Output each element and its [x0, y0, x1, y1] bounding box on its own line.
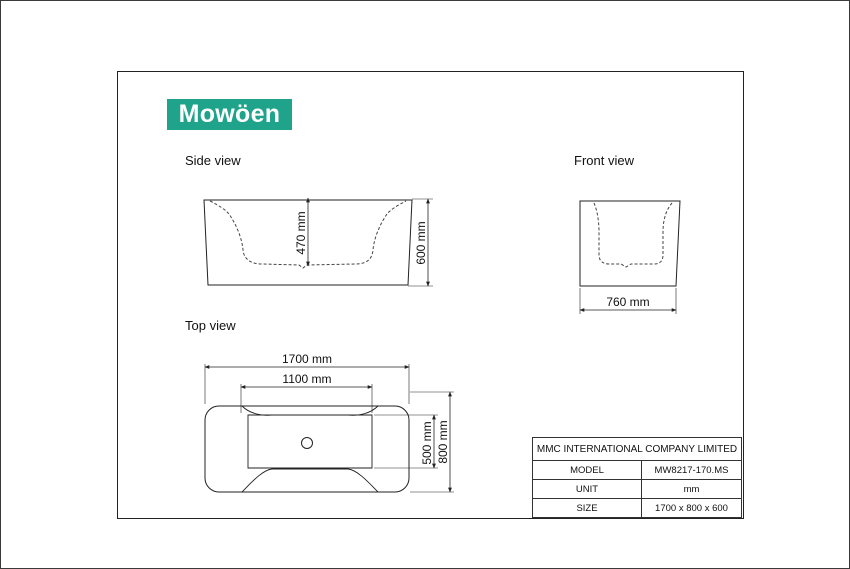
top-length-label: 1700 mm	[281, 352, 333, 366]
brand-logo: Mowöen	[167, 99, 292, 130]
front-view-outline	[580, 201, 680, 286]
top-inner-width-label: 500 mm	[420, 421, 434, 465]
front-view-label: Front view	[574, 153, 634, 168]
top-view-rim-curves	[242, 406, 378, 492]
unit-value: mm	[642, 480, 742, 499]
size-value: 1700 x 800 x 600	[642, 499, 742, 518]
top-inner-length-label: 1100 mm	[282, 372, 332, 386]
front-view-drawing	[580, 201, 680, 314]
side-view-drawing	[204, 198, 433, 286]
front-view-inner-basin	[594, 203, 672, 267]
model-value: MW8217-170.MS	[642, 461, 742, 480]
top-view-inner-basin	[248, 415, 372, 468]
title-row-model	[533, 461, 742, 480]
side-view-label: Side view	[185, 153, 241, 168]
top-view-drawing	[205, 352, 454, 492]
size-key: SIZE	[533, 499, 642, 518]
side-inner-depth-label: 470 mm	[294, 211, 308, 255]
side-height-label: 600 mm	[414, 221, 428, 265]
title-block	[532, 437, 742, 518]
title-row-size	[533, 499, 742, 518]
title-row-unit	[533, 480, 742, 499]
top-width-label: 800 mm	[436, 420, 450, 464]
front-width-label: 760 mm	[606, 295, 650, 309]
top-view-label: Top view	[185, 318, 236, 333]
company-name: MMC INTERNATIONAL COMPANY LIMITED	[533, 438, 742, 461]
model-key: MODEL	[533, 461, 642, 480]
unit-key: UNIT	[533, 480, 642, 499]
drain-icon	[302, 438, 313, 449]
